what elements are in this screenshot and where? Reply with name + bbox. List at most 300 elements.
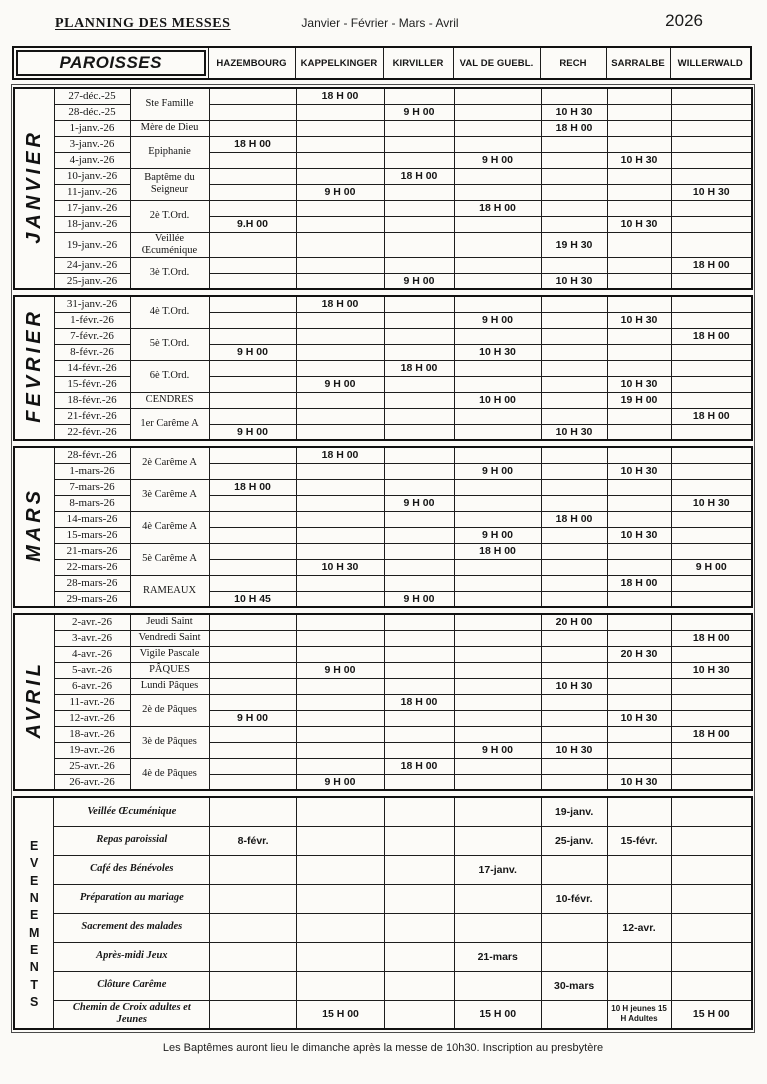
- time-cell-hazembourg: 10 H 45: [209, 591, 296, 607]
- date-cell: 3-janv.-26: [54, 136, 130, 152]
- time-cell-sarralbe: [607, 742, 671, 758]
- time-cell-willerwald: [671, 168, 752, 184]
- feast-cell: 3è T.Ord.: [130, 257, 209, 289]
- date-cell: 28-déc.-25: [54, 104, 130, 120]
- date-cell: 2-avr.-26: [54, 614, 130, 630]
- time-cell-hazembourg: [209, 392, 296, 408]
- schedule-row: [14, 495, 752, 511]
- event-value-cell-rech: [541, 942, 607, 971]
- time-cell-valdeguebl: 9 H 00: [454, 527, 541, 543]
- time-cell-hazembourg: 9 H 00: [209, 424, 296, 440]
- time-cell-kappelkinger: [296, 527, 384, 543]
- event-row: [14, 913, 752, 942]
- schedule-row: [14, 630, 752, 646]
- date-cell: 14-mars-26: [54, 511, 130, 527]
- time-cell-kirviller: [384, 328, 454, 344]
- time-cell-valdeguebl: [454, 710, 541, 726]
- time-cell-valdeguebl: [454, 447, 541, 463]
- event-value-cell-kirviller: [384, 826, 454, 855]
- events-letter: E: [30, 943, 39, 958]
- time-cell-kappelkinger: [296, 495, 384, 511]
- date-cell: 4-janv.-26: [54, 152, 130, 168]
- time-cell-hazembourg: [209, 646, 296, 662]
- time-cell-hazembourg: [209, 152, 296, 168]
- column-header-kappelkinger: KAPPELKINGER: [295, 47, 383, 79]
- time-cell-sarralbe: [607, 495, 671, 511]
- time-cell-sarralbe: 10 H 30: [607, 376, 671, 392]
- schedule-row: [14, 591, 752, 607]
- time-cell-kirviller: [384, 152, 454, 168]
- time-cell-kirviller: [384, 120, 454, 136]
- time-cell-willerwald: 10 H 30: [671, 662, 752, 678]
- time-cell-kirviller: 9 H 00: [384, 495, 454, 511]
- date-cell: 21-mars-26: [54, 543, 130, 559]
- event-row: [14, 855, 752, 884]
- time-cell-valdeguebl: [454, 511, 541, 527]
- time-cell-willerwald: [671, 273, 752, 289]
- time-cell-hazembourg: 18 H 00: [209, 136, 296, 152]
- date-cell: 12-avr.-26: [54, 710, 130, 726]
- date-cell: 17-janv.-26: [54, 200, 130, 216]
- date-cell: 7-mars-26: [54, 479, 130, 495]
- schedule-row: [14, 136, 752, 152]
- time-cell-kappelkinger: [296, 646, 384, 662]
- time-cell-kappelkinger: [296, 104, 384, 120]
- schedule-row: [14, 360, 752, 376]
- feast-cell: 4è Carême A: [130, 511, 209, 543]
- time-cell-hazembourg: [209, 232, 296, 257]
- event-value-cell-hazembourg: [210, 971, 297, 1000]
- time-cell-kappelkinger: 10 H 30: [296, 559, 384, 575]
- event-value-cell-kirviller: [384, 797, 454, 826]
- footer-note: Les Baptêmes auront lieu le dimanche après la messe de 10h30. Inscription au presbytère: [162, 1042, 604, 1055]
- time-cell-valdeguebl: 18 H 00: [454, 543, 541, 559]
- time-cell-willerwald: [671, 360, 752, 376]
- schedule-row: [14, 479, 752, 495]
- time-cell-willerwald: [671, 710, 752, 726]
- time-cell-sarralbe: [607, 543, 671, 559]
- time-cell-rech: 10 H 30: [541, 424, 607, 440]
- time-cell-kirviller: [384, 200, 454, 216]
- event-value-cell-sarralbe: 15-févr.: [607, 826, 671, 855]
- events-section: [13, 796, 753, 1030]
- event-value-cell-hazembourg: 8-févr.: [210, 826, 297, 855]
- event-name-cell: Sacrement des malades: [54, 913, 210, 942]
- time-cell-willerwald: [671, 152, 752, 168]
- time-cell-willerwald: 18 H 00: [671, 726, 752, 742]
- event-value-cell-kirviller: [384, 855, 454, 884]
- schedule-row: [14, 392, 752, 408]
- event-value-cell-valdeguebl: 21-mars: [454, 942, 541, 971]
- time-cell-kirviller: [384, 774, 454, 790]
- time-cell-kirviller: [384, 662, 454, 678]
- date-cell: 24-janv.-26: [54, 257, 130, 273]
- time-cell-hazembourg: [209, 296, 296, 312]
- month-name: MARS: [22, 487, 45, 563]
- document-header: [0, 0, 767, 46]
- time-cell-valdeguebl: [454, 479, 541, 495]
- time-cell-willerwald: [671, 88, 752, 104]
- schedule-row: [14, 120, 752, 136]
- time-cell-valdeguebl: [454, 424, 541, 440]
- schedule-row: [14, 543, 752, 559]
- time-cell-willerwald: [671, 424, 752, 440]
- schedule-row: [14, 232, 752, 257]
- time-cell-rech: 10 H 30: [541, 742, 607, 758]
- time-cell-sarralbe: [607, 232, 671, 257]
- event-value-cell-willerwald: [671, 797, 752, 826]
- date-cell: 7-févr.-26: [54, 328, 130, 344]
- event-name-cell: Préparation au mariage: [54, 884, 210, 913]
- event-value-cell-kappelkinger: [297, 884, 385, 913]
- event-row: [14, 797, 752, 826]
- feast-cell: Veillée Œcuménique: [130, 232, 209, 257]
- month-label-cell: [14, 614, 54, 790]
- month-name: AVRIL: [22, 660, 45, 739]
- schedule-row: [14, 447, 752, 463]
- time-cell-rech: [541, 216, 607, 232]
- events-letter: M: [29, 925, 40, 940]
- schedule-row: [14, 678, 752, 694]
- time-cell-rech: [541, 694, 607, 710]
- date-cell: 11-avr.-26: [54, 694, 130, 710]
- time-cell-sarralbe: [607, 614, 671, 630]
- event-name-cell: Après-midi Jeux: [54, 942, 210, 971]
- time-cell-valdeguebl: [454, 104, 541, 120]
- date-cell: 26-avr.-26: [54, 774, 130, 790]
- event-value-cell-valdeguebl: 15 H 00: [454, 1000, 541, 1029]
- date-cell: 8-mars-26: [54, 495, 130, 511]
- date-cell: 28-mars-26: [54, 575, 130, 591]
- time-cell-willerwald: 18 H 00: [671, 630, 752, 646]
- time-cell-hazembourg: [209, 511, 296, 527]
- time-cell-kirviller: [384, 184, 454, 200]
- time-cell-hazembourg: [209, 120, 296, 136]
- time-cell-kappelkinger: [296, 232, 384, 257]
- time-cell-kappelkinger: [296, 200, 384, 216]
- time-cell-kappelkinger: [296, 257, 384, 273]
- events-vertical-label: [14, 797, 54, 1029]
- parish-header-row: [13, 47, 751, 79]
- column-header-sarralbe: SARRALBE: [606, 47, 670, 79]
- event-value-cell-kirviller: [384, 913, 454, 942]
- time-cell-rech: [541, 200, 607, 216]
- time-cell-willerwald: 18 H 00: [671, 408, 752, 424]
- time-cell-sarralbe: 10 H 30: [607, 774, 671, 790]
- time-cell-willerwald: 10 H 30: [671, 495, 752, 511]
- time-cell-willerwald: [671, 392, 752, 408]
- time-cell-rech: 10 H 30: [541, 678, 607, 694]
- time-cell-willerwald: [671, 742, 752, 758]
- time-cell-hazembourg: [209, 726, 296, 742]
- time-cell-hazembourg: [209, 527, 296, 543]
- time-cell-kappelkinger: [296, 575, 384, 591]
- events-letter: E: [30, 908, 39, 923]
- schedule-row: [14, 104, 752, 120]
- time-cell-kappelkinger: 9 H 00: [296, 184, 384, 200]
- time-cell-valdeguebl: [454, 678, 541, 694]
- time-cell-rech: [541, 88, 607, 104]
- month-block-janvier: [13, 87, 753, 290]
- event-value-cell-rech: 10-févr.: [541, 884, 607, 913]
- month-label-cell: [14, 296, 54, 440]
- time-cell-rech: [541, 136, 607, 152]
- event-value-cell-kirviller: [384, 942, 454, 971]
- date-cell: 31-janv.-26: [54, 296, 130, 312]
- schedule-row: [14, 312, 752, 328]
- time-cell-kirviller: [384, 726, 454, 742]
- feast-cell: 2è de Pâques: [130, 694, 209, 726]
- schedule-row: [14, 646, 752, 662]
- time-cell-valdeguebl: [454, 168, 541, 184]
- time-cell-hazembourg: [209, 360, 296, 376]
- date-cell: 5-avr.-26: [54, 662, 130, 678]
- time-cell-hazembourg: [209, 758, 296, 774]
- time-cell-kappelkinger: [296, 463, 384, 479]
- event-value-cell-rech: 25-janv.: [541, 826, 607, 855]
- time-cell-valdeguebl: [454, 273, 541, 289]
- time-cell-valdeguebl: [454, 184, 541, 200]
- time-cell-rech: [541, 575, 607, 591]
- event-value-cell-hazembourg: [210, 884, 297, 913]
- feast-cell: Mère de Dieu: [130, 120, 209, 136]
- event-value-cell-sarralbe: 10 H jeunes 15 H Adultes: [607, 1000, 671, 1029]
- feast-cell: CENDRES: [130, 392, 209, 408]
- event-value-cell-kappelkinger: [297, 826, 385, 855]
- feast-cell: 5è Carême A: [130, 543, 209, 575]
- event-value-cell-hazembourg: [210, 797, 297, 826]
- event-value-cell-valdeguebl: [454, 971, 541, 1000]
- date-cell: 3-avr.-26: [54, 630, 130, 646]
- time-cell-hazembourg: [209, 495, 296, 511]
- time-cell-sarralbe: [607, 88, 671, 104]
- time-cell-sarralbe: [607, 257, 671, 273]
- time-cell-sarralbe: [607, 678, 671, 694]
- time-cell-kirviller: 9 H 00: [384, 273, 454, 289]
- time-cell-kirviller: [384, 614, 454, 630]
- date-cell: 25-avr.-26: [54, 758, 130, 774]
- time-cell-kappelkinger: [296, 678, 384, 694]
- schedule-row: [14, 742, 752, 758]
- event-name-cell: Veillée Œcuménique: [54, 797, 210, 826]
- time-cell-hazembourg: 9 H 00: [209, 710, 296, 726]
- schedule-row: [14, 296, 752, 312]
- time-cell-rech: [541, 184, 607, 200]
- time-cell-rech: [541, 758, 607, 774]
- time-cell-kirviller: 9 H 00: [384, 591, 454, 607]
- time-cell-kirviller: 18 H 00: [384, 758, 454, 774]
- time-cell-willerwald: [671, 312, 752, 328]
- time-cell-hazembourg: [209, 168, 296, 184]
- time-cell-kirviller: [384, 559, 454, 575]
- time-cell-valdeguebl: [454, 575, 541, 591]
- time-cell-sarralbe: [607, 424, 671, 440]
- time-cell-kirviller: [384, 257, 454, 273]
- event-value-cell-valdeguebl: [454, 826, 541, 855]
- time-cell-kirviller: [384, 646, 454, 662]
- time-cell-willerwald: [671, 646, 752, 662]
- date-cell: 21-févr.-26: [54, 408, 130, 424]
- time-cell-willerwald: [671, 200, 752, 216]
- time-cell-rech: [541, 726, 607, 742]
- time-cell-kappelkinger: [296, 614, 384, 630]
- time-cell-rech: [541, 710, 607, 726]
- months-section: [13, 87, 753, 791]
- time-cell-valdeguebl: 10 H 30: [454, 344, 541, 360]
- feast-cell: Epiphanie: [130, 136, 209, 168]
- time-cell-hazembourg: 9 H 00: [209, 344, 296, 360]
- date-cell: 15-mars-26: [54, 527, 130, 543]
- time-cell-kirviller: [384, 344, 454, 360]
- time-cell-rech: [541, 312, 607, 328]
- date-cell: 6-avr.-26: [54, 678, 130, 694]
- time-cell-willerwald: [671, 694, 752, 710]
- time-cell-hazembourg: [209, 104, 296, 120]
- feast-cell: Jeudi Saint: [130, 614, 209, 630]
- event-value-cell-hazembourg: [210, 913, 297, 942]
- event-value-cell-valdeguebl: [454, 797, 541, 826]
- time-cell-valdeguebl: [454, 614, 541, 630]
- events-letter: N: [29, 960, 39, 975]
- event-row: [14, 1000, 752, 1029]
- month-label-cell: [14, 88, 54, 289]
- time-cell-sarralbe: [607, 559, 671, 575]
- time-cell-rech: [541, 376, 607, 392]
- time-cell-valdeguebl: 18 H 00: [454, 200, 541, 216]
- events-letters: [17, 799, 51, 1027]
- event-name-cell: Repas paroissial: [54, 826, 210, 855]
- time-cell-rech: [541, 360, 607, 376]
- time-cell-kappelkinger: [296, 694, 384, 710]
- schedule-row: [14, 168, 752, 184]
- time-cell-sarralbe: [607, 511, 671, 527]
- time-cell-hazembourg: [209, 678, 296, 694]
- events-letter: V: [30, 856, 39, 871]
- time-cell-valdeguebl: [454, 257, 541, 273]
- date-cell: 27-déc.-25: [54, 88, 130, 104]
- time-cell-valdeguebl: [454, 662, 541, 678]
- event-value-cell-willerwald: [671, 826, 752, 855]
- date-cell: 29-mars-26: [54, 591, 130, 607]
- time-cell-kirviller: [384, 710, 454, 726]
- time-cell-kappelkinger: [296, 511, 384, 527]
- time-cell-sarralbe: 10 H 30: [607, 527, 671, 543]
- time-cell-kappelkinger: [296, 328, 384, 344]
- time-cell-rech: [541, 296, 607, 312]
- date-cell: 1-févr.-26: [54, 312, 130, 328]
- events-letter: T: [30, 977, 39, 992]
- time-cell-hazembourg: 9.H 00: [209, 216, 296, 232]
- time-cell-sarralbe: [607, 200, 671, 216]
- time-cell-hazembourg: [209, 257, 296, 273]
- time-cell-hazembourg: [209, 447, 296, 463]
- time-cell-hazembourg: 18 H 00: [209, 479, 296, 495]
- date-cell: 15-févr.-26: [54, 376, 130, 392]
- column-header-rech: RECH: [540, 47, 606, 79]
- time-cell-willerwald: 10 H 30: [671, 184, 752, 200]
- time-cell-kappelkinger: [296, 479, 384, 495]
- month-block-mars: [13, 446, 753, 608]
- time-cell-hazembourg: [209, 559, 296, 575]
- month-block-fevrier: [13, 295, 753, 441]
- time-cell-kappelkinger: [296, 152, 384, 168]
- time-cell-sarralbe: [607, 296, 671, 312]
- date-cell: 1-mars-26: [54, 463, 130, 479]
- event-value-cell-willerwald: [671, 942, 752, 971]
- time-cell-rech: [541, 344, 607, 360]
- time-cell-sarralbe: 19 H 00: [607, 392, 671, 408]
- time-cell-hazembourg: [209, 200, 296, 216]
- paroisses-cell: [13, 47, 208, 79]
- schedule-row: [14, 575, 752, 591]
- date-cell: 25-janv.-26: [54, 273, 130, 289]
- time-cell-kappelkinger: 18 H 00: [296, 447, 384, 463]
- year-label: 2026: [665, 11, 703, 30]
- time-cell-valdeguebl: [454, 328, 541, 344]
- time-cell-willerwald: [671, 511, 752, 527]
- time-cell-willerwald: 9 H 00: [671, 559, 752, 575]
- feast-cell: 6è T.Ord.: [130, 360, 209, 392]
- time-cell-kirviller: [384, 312, 454, 328]
- event-value-cell-sarralbe: [607, 942, 671, 971]
- time-cell-rech: 18 H 00: [541, 120, 607, 136]
- time-cell-willerwald: [671, 216, 752, 232]
- time-cell-hazembourg: [209, 662, 296, 678]
- event-value-cell-willerwald: [671, 884, 752, 913]
- event-value-cell-valdeguebl: [454, 913, 541, 942]
- time-cell-willerwald: [671, 447, 752, 463]
- event-value-cell-kappelkinger: [297, 913, 385, 942]
- time-cell-rech: [541, 630, 607, 646]
- schedule-row: [14, 726, 752, 742]
- time-cell-sarralbe: [607, 360, 671, 376]
- time-cell-willerwald: [671, 527, 752, 543]
- events-letter: E: [30, 873, 39, 888]
- time-cell-hazembourg: [209, 543, 296, 559]
- schedule-row: [14, 559, 752, 575]
- time-cell-kirviller: [384, 575, 454, 591]
- time-cell-kirviller: [384, 527, 454, 543]
- time-cell-hazembourg: [209, 575, 296, 591]
- schedule-row: [14, 257, 752, 273]
- document-body: [11, 46, 755, 1054]
- time-cell-kappelkinger: [296, 424, 384, 440]
- date-cell: 4-avr.-26: [54, 646, 130, 662]
- event-value-cell-kappelkinger: [297, 971, 385, 1000]
- event-value-cell-kappelkinger: [297, 855, 385, 884]
- time-cell-valdeguebl: [454, 120, 541, 136]
- time-cell-sarralbe: 20 H 30: [607, 646, 671, 662]
- time-cell-valdeguebl: 10 H 00: [454, 392, 541, 408]
- event-value-cell-rech: 19-janv.: [541, 797, 607, 826]
- event-name-cell: Chemin de Croix adultes et Jeunes: [54, 1000, 210, 1029]
- month-label-cell: [14, 447, 54, 607]
- feast-cell: 4è de Pâques: [130, 758, 209, 790]
- time-cell-sarralbe: 10 H 30: [607, 312, 671, 328]
- time-cell-kirviller: [384, 630, 454, 646]
- schedule-frame: [11, 84, 755, 1033]
- time-cell-valdeguebl: [454, 136, 541, 152]
- time-cell-hazembourg: [209, 630, 296, 646]
- feast-cell: Lundi Pâques: [130, 678, 209, 694]
- schedule-row: [14, 710, 752, 726]
- time-cell-rech: 10 H 30: [541, 273, 607, 289]
- event-value-cell-sarralbe: [607, 884, 671, 913]
- event-value-cell-rech: 30-mars: [541, 971, 607, 1000]
- event-value-cell-valdeguebl: 17-janv.: [454, 855, 541, 884]
- time-cell-valdeguebl: [454, 376, 541, 392]
- feast-cell: 3è de Pâques: [130, 726, 209, 758]
